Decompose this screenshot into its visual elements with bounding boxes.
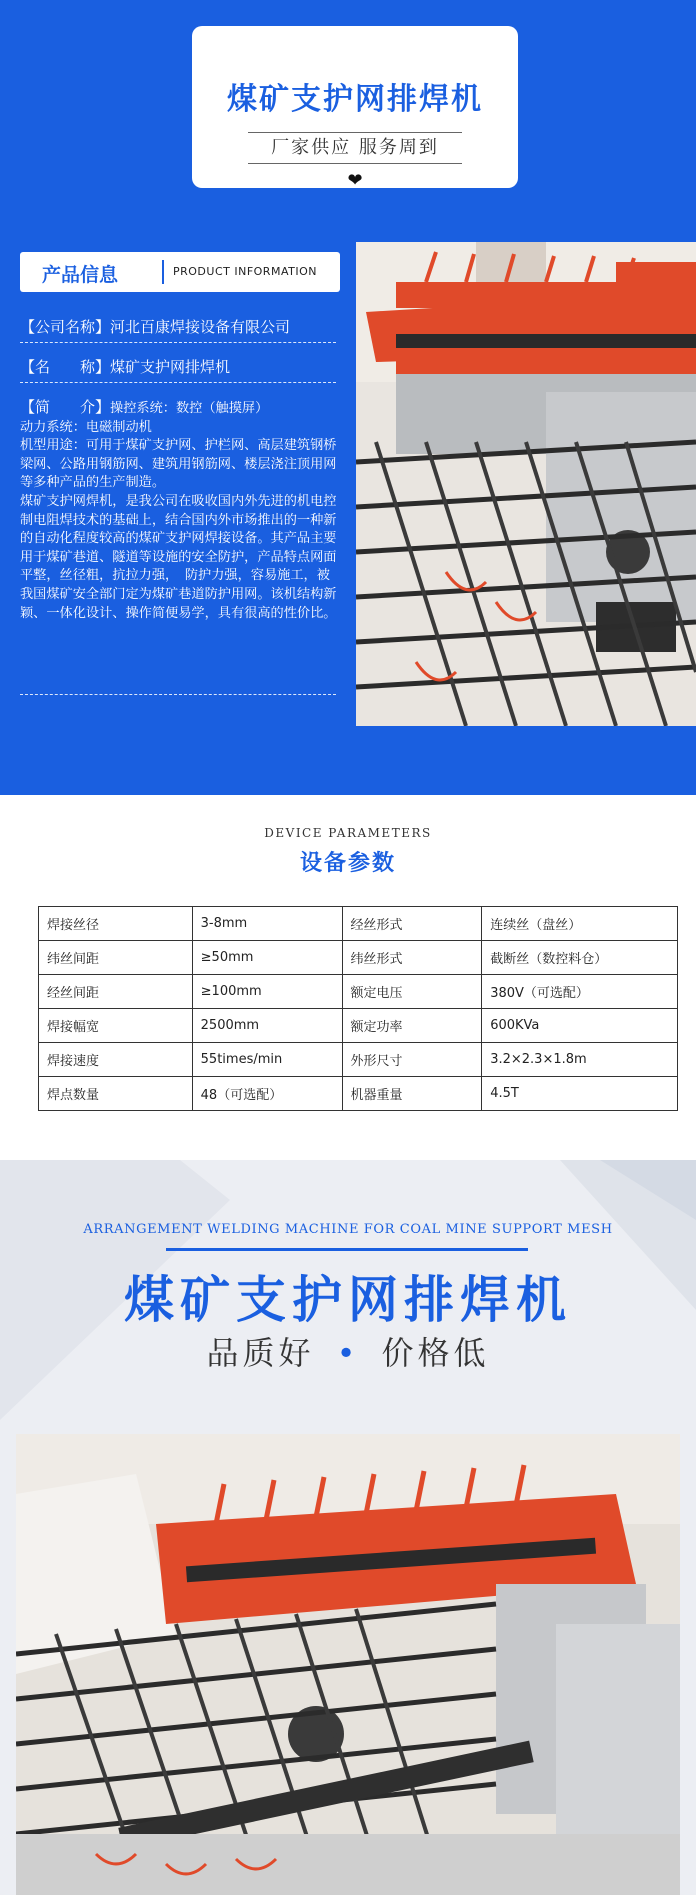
dashed-divider	[20, 694, 336, 695]
heart-icon: ❤	[347, 170, 363, 191]
product-info-title: 产品信息	[42, 264, 119, 286]
banner-section	[0, 1160, 696, 1895]
table-row	[39, 907, 678, 941]
parameters-title: 设备参数	[299, 851, 396, 876]
machine-illustration-large	[16, 1434, 680, 1895]
banner-rule	[166, 1248, 528, 1251]
param-value: 2500mm	[192, 1009, 342, 1043]
param-value: 3-8mm	[192, 907, 342, 941]
product-info-title-en: PRODUCT INFORMATION	[173, 265, 317, 278]
param-label: 焊接速度	[39, 1043, 193, 1077]
param-label: 焊点数量	[39, 1077, 193, 1111]
param-value: 截断丝（数控料仓）	[482, 941, 678, 975]
name-label: 【名 称】	[20, 358, 111, 376]
hero-section	[0, 0, 696, 795]
intro-line: 操控系统：数控（触摸屏）	[110, 401, 269, 416]
param-label: 经丝间距	[39, 975, 193, 1009]
name-row	[20, 356, 342, 377]
page-subtitle: 厂家供应 服务周到	[248, 132, 462, 164]
param-label: 机器重量	[342, 1077, 482, 1111]
intro-line: 煤矿支护网焊机，是我公司在吸收国内外先进的机电控制电阻焊技术的基础上，结合国内外市场推出的一种新的自动化程度较高的煤矿支护网焊接设备。其产品主要用于煤矿巷道、隧道等设施的安全防护，产品特点网面平整，丝径粗，抗拉力强， 防护力强，容易施工，被我国煤矿安全部门定为煤矿巷道防护用网。该机结构新颖、一体化设计、操作简便易学，具有很高的性价比。	[20, 493, 337, 621]
param-value: ≥100mm	[192, 975, 342, 1009]
product-info-tab	[20, 252, 340, 292]
slogan-bullet: •	[336, 1334, 360, 1372]
page-title: 煤矿支护网排焊机	[227, 82, 483, 117]
machine-photo-large	[16, 1434, 680, 1895]
param-label: 经丝形式	[342, 907, 482, 941]
param-label: 纬丝形式	[342, 941, 482, 975]
divider	[162, 260, 164, 284]
banner-title: 煤矿支护网排焊机	[124, 1271, 572, 1329]
param-value: ≥50mm	[192, 941, 342, 975]
param-value: 48（可选配）	[192, 1077, 342, 1111]
banner-slogan	[0, 1328, 696, 1374]
param-value: 600KVa	[482, 1009, 678, 1043]
parameters-table	[38, 906, 678, 1111]
table-row	[39, 1077, 678, 1111]
parameters-title-en: DEVICE PARAMETERS	[264, 826, 432, 840]
param-label: 焊接幅宽	[39, 1009, 193, 1043]
company-label: 【公司名称】	[20, 318, 111, 336]
slogan-left: 品质好	[206, 1334, 315, 1372]
dashed-divider	[20, 342, 336, 343]
intro-line: 机型用途：可用于煤矿支护网、护栏网、高层建筑钢桥梁网、公路用钢筋网、建筑用钢筋网、楼层浇注顶用网等多种产品的生产制造。	[20, 438, 337, 491]
table-row	[39, 941, 678, 975]
table-row	[39, 1009, 678, 1043]
intro-label: 【简 介】	[20, 398, 111, 416]
param-value: 4.5T	[482, 1077, 678, 1111]
machine-photo	[356, 242, 696, 726]
intro-line: 动力系统：电磁制动机	[20, 419, 152, 435]
table-row	[39, 975, 678, 1009]
company-value: 河北百康焊接设备有限公司	[110, 318, 291, 336]
intro-block	[20, 398, 338, 623]
title-card	[192, 26, 518, 191]
param-value: 3.2×2.3×1.8m	[482, 1043, 678, 1077]
machine-illustration	[356, 242, 696, 726]
table-row	[39, 1043, 678, 1077]
param-label: 额定功率	[342, 1009, 482, 1043]
param-value: 连续丝（盘丝）	[482, 907, 678, 941]
param-value: 380V（可选配）	[482, 975, 678, 1009]
param-label: 额定电压	[342, 975, 482, 1009]
param-label: 纬丝间距	[39, 941, 193, 975]
param-label: 外形尺寸	[342, 1043, 482, 1077]
banner-title-en: ARRANGEMENT WELDING MACHINE FOR COAL MINE SUPPORT MESH	[83, 1222, 613, 1237]
param-value: 55times/min	[192, 1043, 342, 1077]
param-label: 焊接丝径	[39, 907, 193, 941]
company-row	[20, 316, 342, 337]
name-value: 煤矿支护网排焊机	[110, 358, 231, 376]
dashed-divider	[20, 382, 336, 383]
slogan-right: 价格低	[381, 1334, 490, 1372]
